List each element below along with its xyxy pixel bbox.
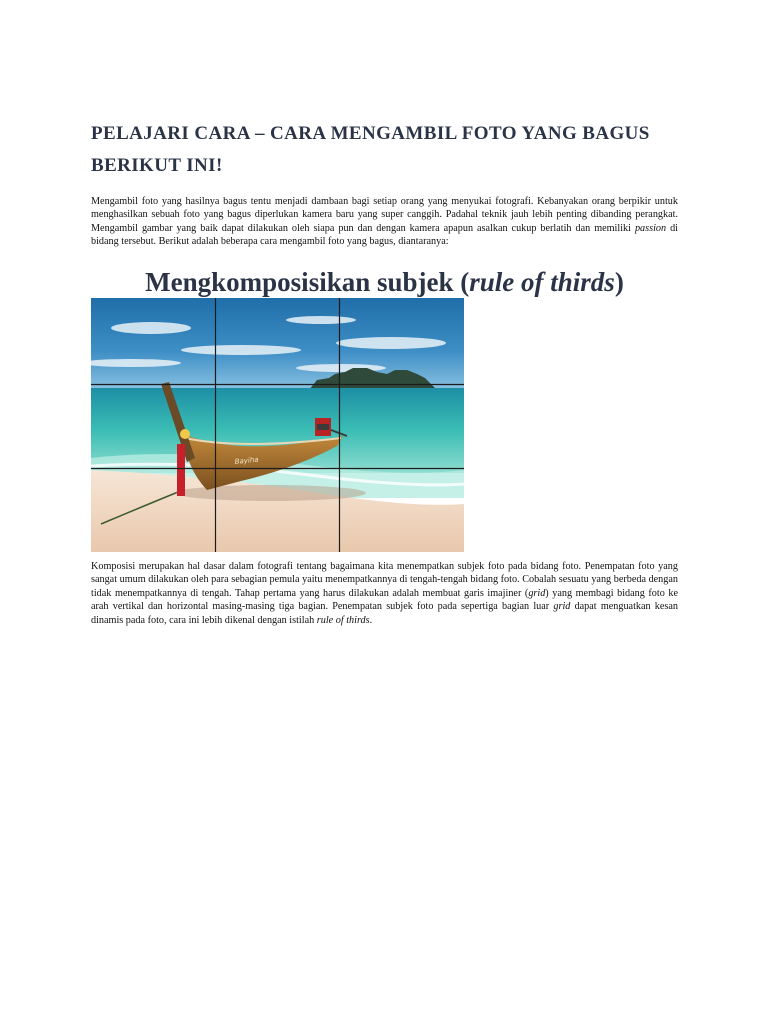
boat-shadow xyxy=(176,485,366,501)
body-italic-rule-of-thirds: rule of thirds xyxy=(316,614,370,626)
section-title-start: Mengkomposisikan subjek ( xyxy=(145,267,470,297)
intro-paragraph xyxy=(91,195,678,249)
section-title xyxy=(91,262,678,302)
beach-boat-photo xyxy=(91,298,464,552)
intro-text-start: Mengambil foto yang hasilnya bagus tentu menjadi dambaan bagi setiap orang yang menyukai fotografi. Kebanyakan orang berpikir untuk menghasilkan sebuah foto yang bagus diperlukan kamera baru yang super canggih. Padahal teknik jauh lebih penting dibanding perangkat. Mengambil gambar yang baik dapat dilakukan oleh siapa pun dan dengan kamera apapun asalkan cukup berlatih dan memiliki xyxy=(91,196,678,234)
body-text-4: . xyxy=(369,614,373,626)
photo-illustration xyxy=(91,298,464,552)
intro-italic-passion: passion xyxy=(634,222,667,234)
boat-garland xyxy=(177,444,185,496)
section-title-italic: rule of thirds xyxy=(469,267,615,297)
body-italic-grid-1: grid xyxy=(528,587,546,599)
intro-text-end: di bidang tersebut. Berikut adalah beberapa cara mengambil foto yang bagus, diantaranya: xyxy=(91,222,678,248)
body-italic-grid-2: grid xyxy=(553,601,571,613)
body-text-3: dapat menguatkan kesan dinamis pada foto, cara ini lebih dikenal dengan istilah xyxy=(91,601,678,626)
boat-name-text: Bayiha xyxy=(234,455,259,466)
page-heading: PELAJARI CARA – CARA MENGAMBIL FOTO YANG BAGUS BERIKUT INI! xyxy=(91,123,650,176)
composition-paragraph xyxy=(91,560,678,627)
boat-flower xyxy=(180,429,190,439)
body-text-1: Komposisi merupakan hal dasar dalam fotografi tentang bagaimana kita menempatkan subjek foto pada bidang foto. Penempatan foto yang sangat umum dilakukan oleh para sebagian pemula yaitu menempatkannya di tengah-tengah bidang foto. Cobalah sesuatu yang berbeda dengan tidak menempatkannya di tengah. Tahap pertama yang harus dilakukan adalah membuat garis imajiner ( xyxy=(91,561,678,599)
body-text-2: ) yang membagi bidang foto ke arah vertikal dan horizontal masing-masing tiga bagian. Penempatan subjek foto pada sepertiga bagian luar xyxy=(91,587,679,613)
section-title-end: ) xyxy=(614,267,624,297)
